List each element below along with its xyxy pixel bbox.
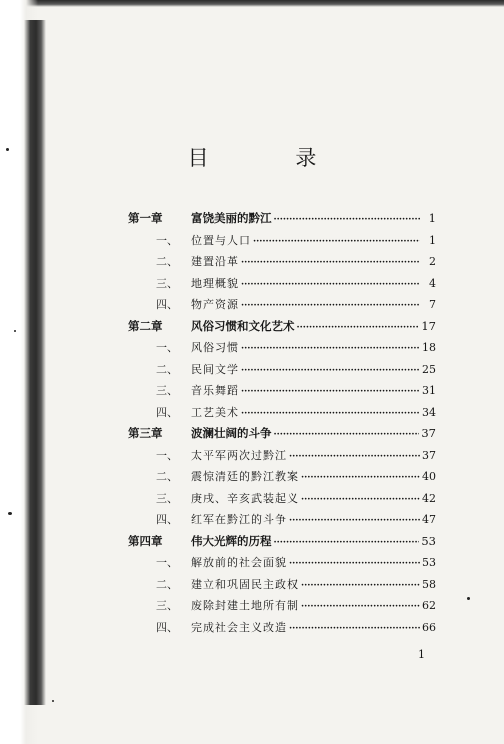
toc-entry-title: 位置与人口	[191, 233, 251, 247]
toc-chapter-row	[128, 318, 436, 340]
toc-entry-title: 废除封建土地所有制	[191, 599, 299, 612]
toc-entry-page: 47	[422, 513, 436, 526]
toc-entry-number: 三、	[156, 491, 178, 505]
toc-entry-title: 风俗习惯	[191, 341, 239, 354]
toc-entry-page: 37	[421, 426, 436, 440]
scan-speck	[14, 330, 16, 332]
toc-entry-number: 一、	[156, 448, 178, 462]
toc-entry-page: 25	[422, 362, 436, 376]
toc-entry-number: 四、	[156, 405, 178, 419]
dot-leader	[274, 211, 421, 225]
toc-entry-title: 建置沿革	[191, 255, 239, 268]
toc-entry-number: 三、	[156, 384, 178, 397]
toc-section-row	[128, 490, 436, 512]
toc-entry-title: 富饶美丽的黔江	[191, 211, 272, 225]
toc-section-row	[128, 275, 436, 297]
dot-leader	[297, 319, 420, 333]
dot-leader	[241, 363, 420, 376]
toc-section-row	[128, 404, 436, 426]
dot-leader	[274, 426, 420, 440]
page-title: 目 录	[187, 146, 357, 170]
toc-entry-number: 三、	[156, 276, 178, 290]
dot-leader	[241, 406, 420, 419]
dot-leader	[289, 556, 420, 569]
table-of-contents	[128, 210, 436, 640]
toc-entry-title: 红军在黔江的斗争	[191, 513, 287, 526]
toc-entry-page: 34	[422, 405, 436, 419]
toc-entry-page: 31	[422, 384, 436, 397]
toc-section-row	[128, 468, 436, 490]
toc-entry-page: 37	[422, 448, 436, 462]
toc-entry-page: 58	[422, 577, 436, 591]
toc-section-row	[128, 232, 436, 254]
toc-entry-page: 40	[422, 470, 436, 483]
toc-entry-number: 第四章	[128, 533, 163, 548]
toc-entry-title: 物产资源	[191, 298, 239, 311]
toc-entry-page: 7	[429, 298, 436, 311]
toc-entry-number: 第二章	[128, 318, 163, 333]
dot-leader	[301, 470, 420, 483]
toc-entry-number: 四、	[156, 620, 178, 634]
toc-section-row	[128, 382, 436, 404]
toc-entry-page: 4	[429, 276, 436, 290]
toc-entry-title: 震惊清廷的黔江教案	[191, 470, 299, 483]
toc-section-row	[128, 253, 436, 275]
toc-entry-page: 53	[421, 533, 436, 548]
scan-speck	[52, 700, 54, 702]
page-number: 1	[418, 648, 425, 661]
toc-entry-number: 二、	[156, 255, 178, 268]
toc-entry-page: 53	[422, 556, 436, 569]
toc-entry-number: 二、	[156, 362, 178, 376]
toc-entry-page: 17	[421, 318, 436, 333]
scan-speck	[467, 597, 470, 600]
dot-leader	[253, 234, 420, 247]
toc-section-row	[128, 554, 436, 576]
toc-entry-title: 波澜壮阔的斗争	[191, 426, 272, 440]
toc-section-row	[128, 361, 436, 383]
dot-leader	[241, 341, 420, 354]
toc-entry-title: 解放前的社会面貌	[191, 556, 287, 569]
toc-entry-page: 42	[422, 491, 436, 505]
toc-entry-title: 民间文学	[191, 362, 239, 376]
toc-entry-title: 音乐舞蹈	[191, 384, 239, 397]
toc-entry-number: 四、	[156, 298, 178, 311]
toc-entry-number: 四、	[156, 513, 178, 526]
dot-leader	[274, 534, 420, 548]
toc-entry-title: 风俗习惯和文化艺术	[191, 318, 295, 333]
toc-entry-title: 完成社会主义改造	[191, 620, 287, 634]
dot-leader	[241, 277, 420, 290]
toc-entry-number: 第一章	[128, 211, 163, 225]
toc-section-row	[128, 447, 436, 469]
toc-entry-title: 伟大光辉的历程	[191, 533, 272, 548]
dot-leader	[241, 298, 420, 311]
toc-entry-page: 1	[428, 211, 436, 225]
dot-leader	[289, 513, 420, 526]
toc-entry-title: 工艺美术	[191, 405, 239, 419]
dot-leader	[289, 449, 420, 462]
toc-entry-number: 第三章	[128, 426, 163, 440]
toc-entry-title: 庚戌、辛亥武装起义	[191, 491, 299, 505]
toc-section-row	[128, 511, 436, 533]
toc-entry-title: 建立和巩固民主政权	[191, 577, 299, 591]
toc-chapter-row	[128, 210, 436, 232]
toc-entry-number: 二、	[156, 577, 178, 591]
scan-speck	[8, 512, 12, 515]
toc-section-row	[128, 576, 436, 598]
toc-section-row	[128, 296, 436, 318]
dot-leader	[241, 255, 420, 268]
toc-entry-number: 一、	[156, 233, 178, 247]
dot-leader	[301, 578, 420, 591]
toc-entry-page: 66	[422, 620, 436, 634]
toc-chapter-row	[128, 533, 436, 555]
toc-entry-number: 一、	[156, 341, 178, 354]
binding-mark	[24, 20, 46, 705]
toc-entry-number: 一、	[156, 556, 178, 569]
toc-entry-page: 18	[422, 341, 436, 354]
toc-section-row	[128, 339, 436, 361]
toc-chapter-row	[128, 425, 436, 447]
scan-top-edge	[0, 0, 504, 7]
toc-entry-page: 2	[429, 255, 436, 268]
toc-entry-number: 二、	[156, 470, 178, 483]
dot-leader	[301, 599, 420, 612]
dot-leader	[289, 621, 420, 634]
toc-section-row	[128, 597, 436, 619]
toc-entry-title: 太平军两次过黔江	[191, 448, 287, 462]
dot-leader	[241, 384, 420, 397]
dot-leader	[301, 492, 420, 505]
toc-entry-number: 三、	[156, 599, 178, 612]
toc-entry-page: 1	[429, 233, 436, 247]
toc-entry-page: 62	[422, 599, 436, 612]
toc-section-row	[128, 619, 436, 641]
toc-entry-title: 地理概貌	[191, 276, 239, 290]
